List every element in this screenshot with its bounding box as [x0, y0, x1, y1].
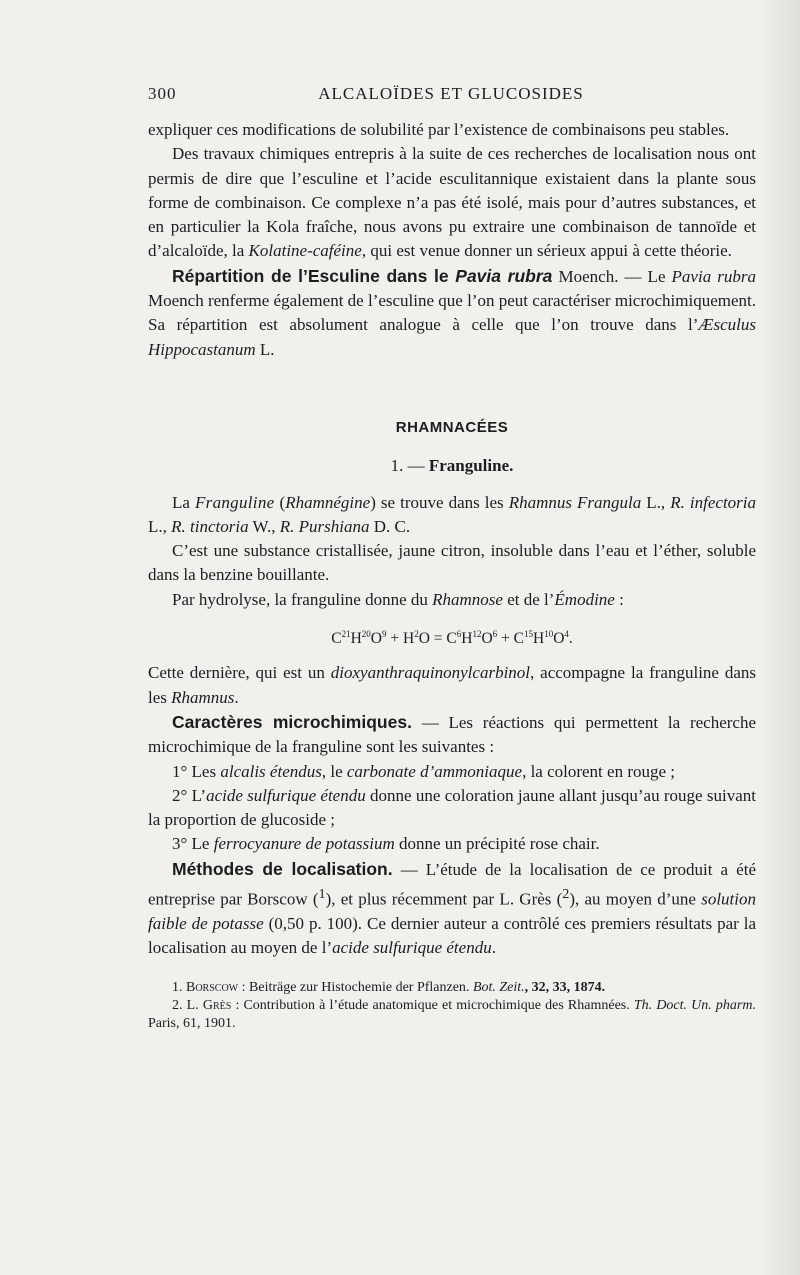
footnote-1 [148, 979, 756, 997]
formula-index: 6 [456, 629, 462, 640]
compound-name: Rhamnose [432, 589, 503, 609]
footnote-number: 2. L. [172, 997, 203, 1013]
formula-operator: + [386, 630, 403, 648]
paragraph-properties [148, 539, 756, 588]
formula-part: H [461, 630, 473, 648]
text-segment: — L’étude de la localisation de ce produit a été entreprise par Borscow ( [148, 859, 756, 909]
paragraph-continuation [148, 118, 756, 142]
text-segment: : [614, 589, 624, 609]
formula-index: 12 [472, 629, 482, 640]
list-item-3 [148, 832, 756, 856]
formula-operator: + [497, 630, 514, 648]
heading-text: Répartition de l’Esculine dans le [172, 265, 456, 286]
species-name: Pavia rubra [671, 266, 756, 286]
text-segment: — Les réactions qui permettent la recherche microchimique de la franguline sont les suivantes : [148, 712, 756, 757]
paragraph-text: expliquer ces modifications de solubilité par l’existence de combinaisons peu stables. [148, 120, 730, 139]
compound-name: dioxyanthraquinonylcarbinol [330, 663, 531, 683]
text-segment: ), et plus récemment par L. Grès ( [325, 889, 563, 909]
journal-name: Bot. Zeit. [472, 979, 525, 995]
formula-part: O [370, 630, 382, 648]
text-segment: donne une coloration jaune allant jusqu’au rouge suivant la proportion de glucoside ; [148, 785, 756, 830]
text-segment: donne un précipité rose chair. [394, 834, 600, 854]
list-item-2 [148, 784, 756, 833]
running-header [148, 84, 754, 108]
text-segment: Des travaux chimiques entrepris à la suite de ces recherches de localisation nous ont permis de dire que l’esculine et l’acide esculitannique existaient dans la plante sous forme de combinaison. Ce complexe n’a pas été isolé, mais pour d’autres substances, et en particulier la Kola fraîche, nous avons pu extraire une combinaison de tannoïde et d’alcaloïde, la [148, 144, 756, 261]
text-segment: et de l’ [502, 589, 555, 609]
text-segment: Moench renferme également de l’esculine que l’on peut caractériser microchimiquement. Sa répartition est absolument analogue à celle que l’on trouve dans l’ [148, 291, 756, 335]
text-segment: Moench. — Le [552, 266, 672, 286]
footnotes [148, 979, 756, 1033]
formula-index: 15 [523, 629, 533, 640]
text-segment: , qui est venue donner un sérieux appui à cette théorie. [361, 241, 732, 261]
section-heading-pavia [172, 266, 552, 286]
text-segment: ), au moyen d’une [569, 889, 702, 909]
subchapter-number: 1. — [390, 456, 429, 476]
chemical-equation [148, 622, 756, 651]
formula-part: C [513, 630, 524, 648]
text-segment: . [234, 687, 239, 707]
reagent-name: acide sulfurique étendu [206, 785, 366, 805]
paragraph-hydrolysis [148, 588, 756, 612]
formula-operator: = [429, 630, 447, 648]
species-name: R. Purshiana [279, 516, 370, 536]
formula-part: H [532, 630, 545, 648]
formula-part: . [568, 630, 573, 648]
text-segment: Paris, 61, 1901. [148, 1015, 236, 1031]
page-edge-shadow [760, 0, 800, 1275]
text-segment: ( [274, 492, 286, 512]
list-item-1 [148, 760, 756, 784]
footnote-number: 1. [172, 979, 186, 995]
compound-synonym: Rhamnégine [285, 492, 371, 512]
text-segment: , accompagne la franguline dans les [148, 663, 756, 707]
reagent-name: alcalis étendus [220, 761, 322, 781]
formula-part: C [331, 630, 342, 648]
kolatine-term: Kolatine-caféine [248, 241, 362, 261]
reagent-name: carbonate d’ammoniaque [346, 761, 523, 781]
species-name: R. tinctoria [171, 516, 249, 536]
text-segment: Par hydrolyse, la franguline donne du [172, 589, 433, 609]
formula-index: 6 [492, 629, 498, 640]
text-segment: L. [255, 339, 275, 359]
text-segment: La [172, 492, 195, 512]
footnote-author: Borscow [186, 979, 239, 995]
formula-part: O [553, 630, 565, 648]
formula-part: H [350, 630, 362, 648]
text-segment: , 32, 33, 1874. [524, 979, 606, 995]
text-segment: W., [248, 516, 280, 536]
text-segment: L., [641, 492, 671, 512]
section-heading-caracteres: Caractères microchimiques. [172, 711, 412, 732]
text-segment: 1° Les [172, 761, 221, 781]
paragraph-derniere [148, 661, 756, 710]
text-segment: , le [321, 761, 347, 781]
chapter-title: RHAMNACÉES [395, 418, 509, 436]
formula-index: 2 [414, 629, 419, 640]
reagent-name: acide sulfurique étendu [332, 938, 492, 958]
formula-index: 4 [564, 629, 569, 640]
formula-part: H [402, 630, 415, 648]
formula-index: 21 [341, 629, 351, 640]
text-segment: , la colorent en rouge ; [522, 761, 676, 781]
formula-index: 9 [381, 629, 387, 640]
text-segment: C’est une substance cristallisée, jaune citron, insoluble dans l’eau et l’éther, soluble dans la benzine bouillante. [148, 541, 756, 585]
footnote-ref: 2 [562, 886, 570, 903]
heading-species: Pavia rubra [455, 265, 553, 286]
running-title: ALCALOÏDES ET GLUCOSIDES [318, 84, 584, 103]
text-segment: : Contribution à l’étude anatomique et microchimique des Rhamnées. [231, 997, 634, 1013]
paragraph-caracteres [148, 710, 756, 760]
section-heading-methodes: Méthodes de localisation. [172, 858, 393, 879]
text-segment: . [491, 938, 496, 958]
footnote-spacer [148, 961, 756, 979]
thesis-reference: Th. Doct. Un. pharm. [633, 997, 756, 1013]
formula-index: 20 [361, 629, 371, 640]
genus-name: Rhamnus [171, 687, 235, 707]
compound-name: Émodine [554, 589, 615, 609]
paragraph-methodes [148, 857, 756, 961]
text-segment: 2° L’ [172, 785, 207, 805]
text-segment: D. C. [369, 516, 411, 536]
subchapter-name: Franguline. [428, 456, 514, 476]
formula-part: O [481, 630, 493, 648]
paragraph-kola [148, 142, 756, 263]
subchapter-title [148, 454, 756, 478]
text-segment: 3° Le [172, 834, 214, 854]
species-name: Rhamnus Frangula [508, 492, 642, 512]
page-number: 300 [148, 84, 177, 103]
text-segment: Cette dernière, qui est un [148, 663, 331, 683]
text-segment: L., [148, 516, 172, 536]
formula-part: O [418, 630, 430, 648]
formula-part: C [446, 630, 457, 648]
text-segment: ) se trouve dans les [370, 492, 509, 512]
footnote-2 [148, 997, 756, 1033]
species-name: Æsculus Hippocastanum [148, 315, 756, 359]
paragraph-franguline [148, 491, 756, 540]
reagent-name: ferrocyanure de potassium [213, 834, 395, 854]
footnote-ref: 1 [318, 886, 326, 903]
paragraph-pavia [148, 264, 756, 362]
page-body [148, 118, 756, 1033]
species-name: R. infectoria [670, 492, 757, 512]
reagent-name: solution faible de potasse [148, 889, 756, 933]
text-segment: : Beiträge zur Histochemie der Pflanzen. [238, 979, 473, 995]
formula-index: 10 [544, 629, 554, 640]
text-segment: (0,50 p. 100). Ce dernier auteur a contrôlé ces premiers résultats par la localisation au moyen de l’ [148, 913, 757, 958]
compound-name: Franguline [194, 492, 275, 512]
footnote-author: Grès [202, 997, 232, 1013]
